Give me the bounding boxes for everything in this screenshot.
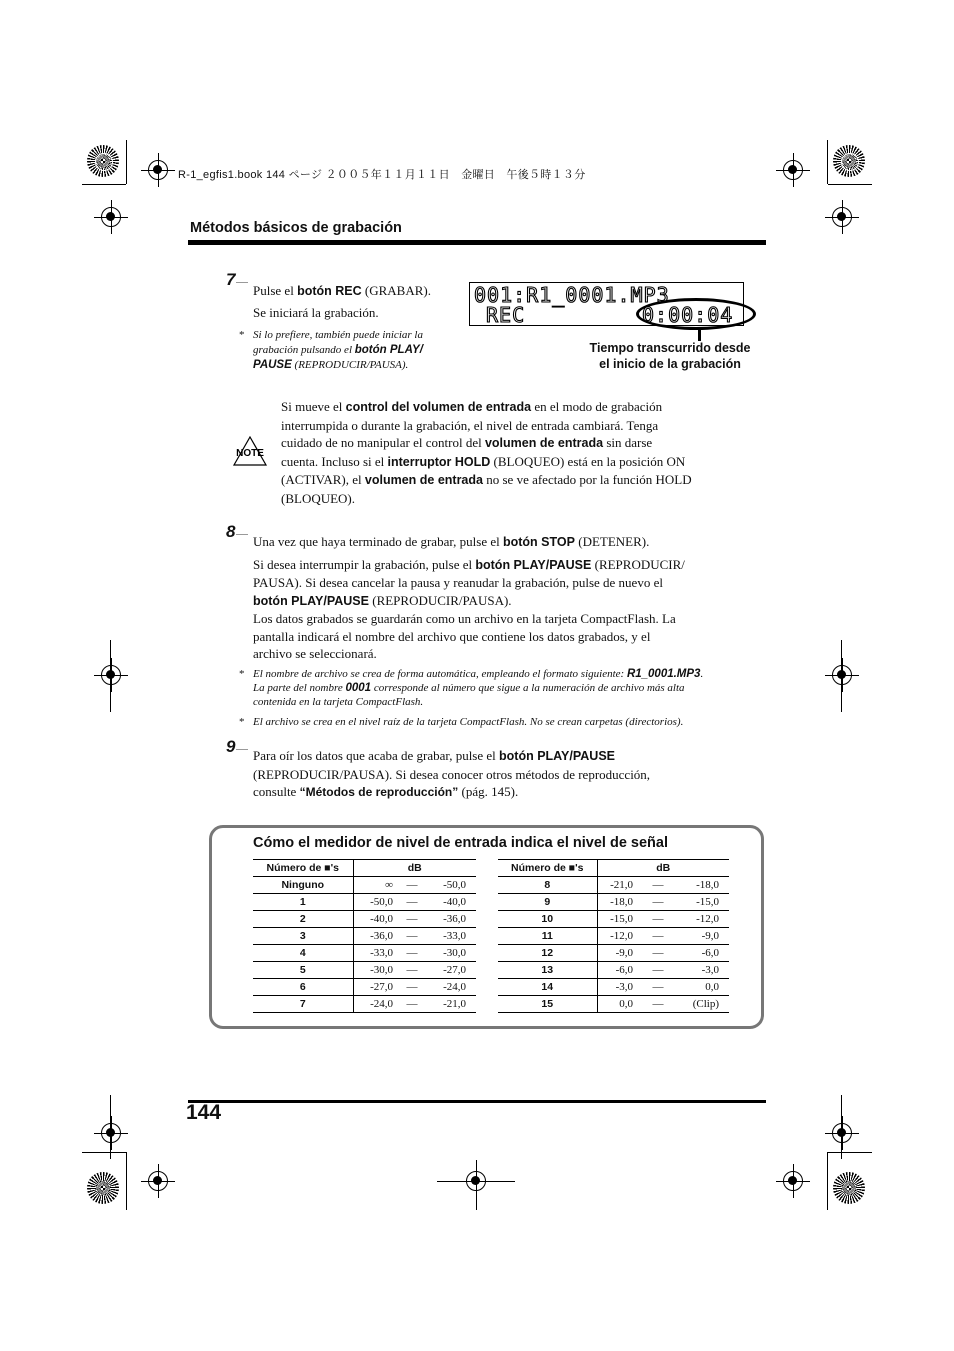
bar-count-cell: Ninguno [253, 877, 353, 894]
db-from-cell: -12,0 [597, 928, 633, 945]
lcd-line-2-right: 0:00:04 [642, 303, 734, 327]
note-line [281, 398, 741, 417]
dash-cell: — [393, 911, 431, 928]
db-to-cell: -12,0 [683, 911, 729, 928]
crop-mark [110, 640, 111, 712]
note-line [281, 453, 741, 472]
step-8-note-2: El archivo se crea en el nivel raíz de la tarjeta CompactFlash. No se crean carpetas (directorios). [253, 716, 684, 728]
text: grabación pulsando el [253, 344, 355, 356]
db-to-cell: -15,0 [683, 894, 729, 911]
bold-term: control del volumen de entrada [345, 400, 532, 414]
db-to-cell: -40,0 [431, 894, 476, 911]
bar-count-cell: 15 [498, 996, 597, 1013]
note-line: (BLOQUEO). [281, 490, 356, 506]
level-table-right [498, 859, 729, 1013]
step-7-line-1 [253, 282, 431, 301]
dash-cell: — [633, 962, 683, 979]
table-row [253, 877, 476, 894]
db-to-cell: -50,0 [431, 877, 476, 894]
db-from-cell: -15,0 [597, 911, 633, 928]
note-line [281, 471, 741, 490]
caption-line: Tiempo transcurrido desde [589, 341, 751, 355]
table-row [498, 911, 729, 928]
bar-count-cell: 14 [498, 979, 597, 996]
note-line [253, 667, 773, 681]
bar-count-cell: 11 [498, 928, 597, 945]
play-pause-ref: botón PLAY/PAUSE [475, 557, 592, 572]
registration-target-icon [101, 665, 121, 685]
crop-mark [827, 1152, 828, 1210]
crop-mark [841, 1095, 842, 1159]
lcd-line-1: 001:R1_0001.MP3 [474, 283, 670, 307]
step-8-text [253, 533, 733, 663]
db-from-cell: -21,0 [597, 877, 633, 894]
registration-star-icon [87, 145, 119, 177]
dash-cell: — [393, 979, 431, 996]
db-from-cell: -27,0 [353, 979, 393, 996]
bar-count-cell: 5 [253, 962, 353, 979]
bar-count-cell: 2 [253, 911, 353, 928]
crop-mark [82, 1152, 126, 1153]
text: (REPRODUCIR/PAUSA). [291, 359, 409, 371]
table-row [253, 996, 476, 1013]
registration-star-icon [87, 1172, 119, 1204]
registration-target-icon [832, 1123, 852, 1143]
table-row [498, 894, 729, 911]
bold-term: volumen de entrada [364, 473, 483, 487]
section-title: Métodos básicos de grabación [190, 220, 402, 236]
text: Si mueve el [281, 399, 346, 414]
crop-mark [110, 1095, 111, 1159]
play-pause-ref: botón PLAY/PAUSE [499, 749, 616, 763]
text: (pág. 145). [458, 784, 519, 799]
db-from-cell: -24,0 [353, 996, 393, 1013]
table-row [253, 928, 476, 945]
dash-cell: — [633, 911, 683, 928]
db-from-cell: -50,0 [353, 894, 393, 911]
text-line: Los datos grabados se guardarán como un archivo en la tarjeta CompactFlash. La [253, 611, 676, 626]
play-pause-ref: botón PLAY/ [354, 344, 423, 356]
db-to-cell: (Clip) [683, 996, 729, 1013]
dash-cell: — [633, 945, 683, 962]
dash-cell: — [633, 928, 683, 945]
crop-mark [82, 184, 126, 185]
db-from-cell: -33,0 [353, 945, 393, 962]
lcd-caption [575, 340, 765, 372]
bar-count-cell: 7 [253, 996, 353, 1013]
step-7-number [226, 270, 248, 290]
db-from-cell: 0,0 [597, 996, 633, 1013]
dash-cell: — [633, 979, 683, 996]
step-7-number-label: 7 [226, 270, 236, 289]
crop-mark [827, 140, 828, 184]
cross-reference-link[interactable]: “Métodos de reproducción” [299, 785, 459, 799]
db-from-cell: ∞ [353, 877, 393, 894]
dash-cell: — [633, 877, 683, 894]
db-from-cell: -3,0 [597, 979, 633, 996]
text: La parte del nombre [253, 682, 346, 694]
text: (REPRODUCIR/ [591, 556, 685, 572]
step-9-text [253, 747, 733, 802]
bar-count-cell: 12 [498, 945, 597, 962]
dash-cell: — [633, 996, 683, 1013]
crop-mark [828, 184, 872, 185]
text: Una vez que haya terminado de grabar, pulse el [253, 534, 503, 549]
note-line: interrumpida o durante la grabación, el nivel de entrada cambiará. Tenga [281, 417, 659, 433]
db-from-cell: -6,0 [597, 962, 633, 979]
db-to-cell: -21,0 [431, 996, 476, 1013]
table-row [253, 945, 476, 962]
dash-cell: — [393, 962, 431, 979]
bar-count-cell: 6 [253, 979, 353, 996]
step-8-note-2-star: * [239, 716, 245, 728]
bar-count-cell: 13 [498, 962, 597, 979]
bar-count-cell: 1 [253, 894, 353, 911]
dash-cell: — [393, 877, 431, 894]
text: El nombre de archivo se crea de forma automática, empleando el formato siguiente: [253, 668, 627, 680]
text-line: (REPRODUCIR/PAUSA). Si desea conocer otros métodos de reproducción, [253, 766, 651, 782]
bar-count-cell: 3 [253, 928, 353, 945]
table-row [498, 996, 729, 1013]
caption-line: el inicio de la grabación [599, 357, 741, 371]
db-to-cell: 0,0 [683, 979, 729, 996]
level-table-left [253, 859, 476, 1013]
db-to-cell: -18,0 [683, 877, 729, 894]
note-line [253, 343, 423, 358]
text-line [253, 556, 733, 575]
registration-star-icon [833, 1172, 865, 1204]
registration-target-icon [783, 160, 803, 180]
bold-term: interruptor HOLD [387, 454, 491, 469]
text: consulte [253, 784, 300, 799]
note-line: contenida en la tarjeta CompactFlash. [253, 696, 424, 708]
crop-mark [476, 1160, 477, 1210]
bar-count-cell: 9 [498, 894, 597, 911]
crop-mark [841, 640, 842, 712]
note-icon-label: NOTE [236, 448, 264, 459]
table-row [253, 911, 476, 928]
crop-mark [126, 1152, 127, 1210]
table-row [253, 894, 476, 911]
dash-cell: — [393, 996, 431, 1013]
time-highlight-ellipse [636, 298, 756, 330]
number-ref: 0001 [345, 682, 372, 694]
registration-star-icon [833, 145, 865, 177]
db-to-cell: -24,0 [431, 979, 476, 996]
registration-target-icon [832, 207, 852, 227]
bar-count-cell: 10 [498, 911, 597, 928]
table-row [498, 979, 729, 996]
db-to-cell: -27,0 [431, 962, 476, 979]
step-7-note-star: * [239, 329, 245, 341]
registration-target-icon [783, 1171, 803, 1191]
table-row [498, 945, 729, 962]
file-info: R-1_egfis1.book 144 ページ ２００５年１１月１１日 金曜日 午後５時１３分 [178, 169, 586, 181]
table-row [498, 877, 729, 894]
table-row [498, 962, 729, 979]
text: no se ve afectado por la función HOLD [482, 472, 692, 487]
lcd-line-2-left: REC [486, 303, 526, 327]
col-header-count: Número de ■'s [498, 860, 597, 877]
text-line [253, 747, 733, 766]
db-to-cell: -36,0 [431, 911, 476, 928]
note-icon [232, 436, 268, 466]
header-rule [188, 240, 766, 245]
registration-target-icon [101, 1123, 121, 1143]
note-line [253, 681, 773, 695]
bar-count-cell: 4 [253, 945, 353, 962]
level-meter-title: Cómo el medidor de nivel de entrada indica el nivel de señal [253, 835, 668, 851]
col-header-db: dB [353, 860, 476, 877]
db-to-cell: -33,0 [431, 928, 476, 945]
dash-cell: — [633, 894, 683, 911]
text-line [253, 533, 733, 552]
step-8-number [226, 522, 248, 542]
text: (BLOQUEO) está en la posición ON [490, 453, 686, 469]
table-row [253, 962, 476, 979]
bar-count-cell: 8 [498, 877, 597, 894]
dash-cell: — [393, 894, 431, 911]
crop-mark [828, 1152, 872, 1153]
step-8-number-label: 8 [226, 522, 236, 541]
step-9-number-label: 9 [226, 737, 236, 756]
page-number: 144 [186, 1101, 222, 1124]
db-to-cell: -6,0 [683, 945, 729, 962]
table-header-row [253, 860, 476, 877]
step-8-note-1 [253, 667, 773, 709]
db-to-cell: -3,0 [683, 962, 729, 979]
rec-button-ref: botón REC [297, 284, 362, 298]
text-line [253, 783, 733, 802]
filename-format: R1_0001.MP3 [626, 668, 701, 680]
play-pause-ref: botón PLAY/PAUSE [253, 593, 369, 608]
db-from-cell: -30,0 [353, 962, 393, 979]
step-9-number [226, 737, 248, 757]
text: corresponde al número que sigue a la numeración de archivo más alta [371, 682, 685, 694]
text: (DETENER). [574, 534, 650, 549]
db-from-cell: -18,0 [597, 894, 633, 911]
text: Pulse el [253, 283, 298, 298]
text: (ACTIVAR), el [281, 472, 365, 487]
table-row [498, 928, 729, 945]
text-line [253, 592, 733, 611]
table-row [253, 979, 476, 996]
text: sin darse [603, 435, 653, 450]
registration-target-icon [101, 207, 121, 227]
col-header-db: dB [597, 860, 729, 877]
db-from-cell: -9,0 [597, 945, 633, 962]
footer-rule [188, 1100, 766, 1103]
stop-button-ref: botón STOP [502, 535, 575, 549]
text: (REPRODUCIR/PAUSA). [368, 592, 512, 608]
step-8-note-1-star: * [239, 668, 245, 680]
table-header-row [498, 860, 729, 877]
text: (GRABAR). [361, 283, 431, 298]
text-line: PAUSA). Si desea cancelar la pausa y reanudar la grabación, pulse de nuevo el [253, 575, 663, 590]
note-line: Si lo prefiere, también puede iniciar la [253, 329, 423, 341]
note-line [253, 358, 423, 373]
pause-ref: PAUSE [253, 359, 292, 371]
text: Si desea interrumpir la grabación, pulse el [253, 556, 476, 572]
text: Para oír los datos que acaba de grabar, pulse el [253, 748, 500, 763]
bold-term: volumen de entrada [484, 436, 604, 450]
db-to-cell: -9,0 [683, 928, 729, 945]
text: cuenta. Incluso si el [281, 453, 388, 469]
registration-target-icon [148, 160, 168, 180]
step-7-note [253, 328, 423, 373]
dash-cell: — [393, 928, 431, 945]
db-from-cell: -40,0 [353, 911, 393, 928]
text-line: pantalla indicará el nombre del archivo que contiene los datos grabados, y el [253, 628, 651, 644]
db-to-cell: -30,0 [431, 945, 476, 962]
text: . [700, 668, 704, 680]
note-block-text [281, 398, 741, 507]
crop-mark [126, 140, 127, 184]
text: cuidado de no manipular el control del [281, 435, 485, 450]
col-header-count: Número de ■'s [253, 860, 353, 877]
registration-target-icon [832, 665, 852, 685]
text-line: archivo se seleccionará. [253, 646, 377, 661]
text: en el modo de grabación [531, 399, 663, 414]
registration-target-icon [148, 1171, 168, 1191]
note-line [281, 434, 741, 453]
db-from-cell: -36,0 [353, 928, 393, 945]
step-7-line-2: Se iniciará la grabación. [253, 305, 379, 320]
dash-cell: — [393, 945, 431, 962]
